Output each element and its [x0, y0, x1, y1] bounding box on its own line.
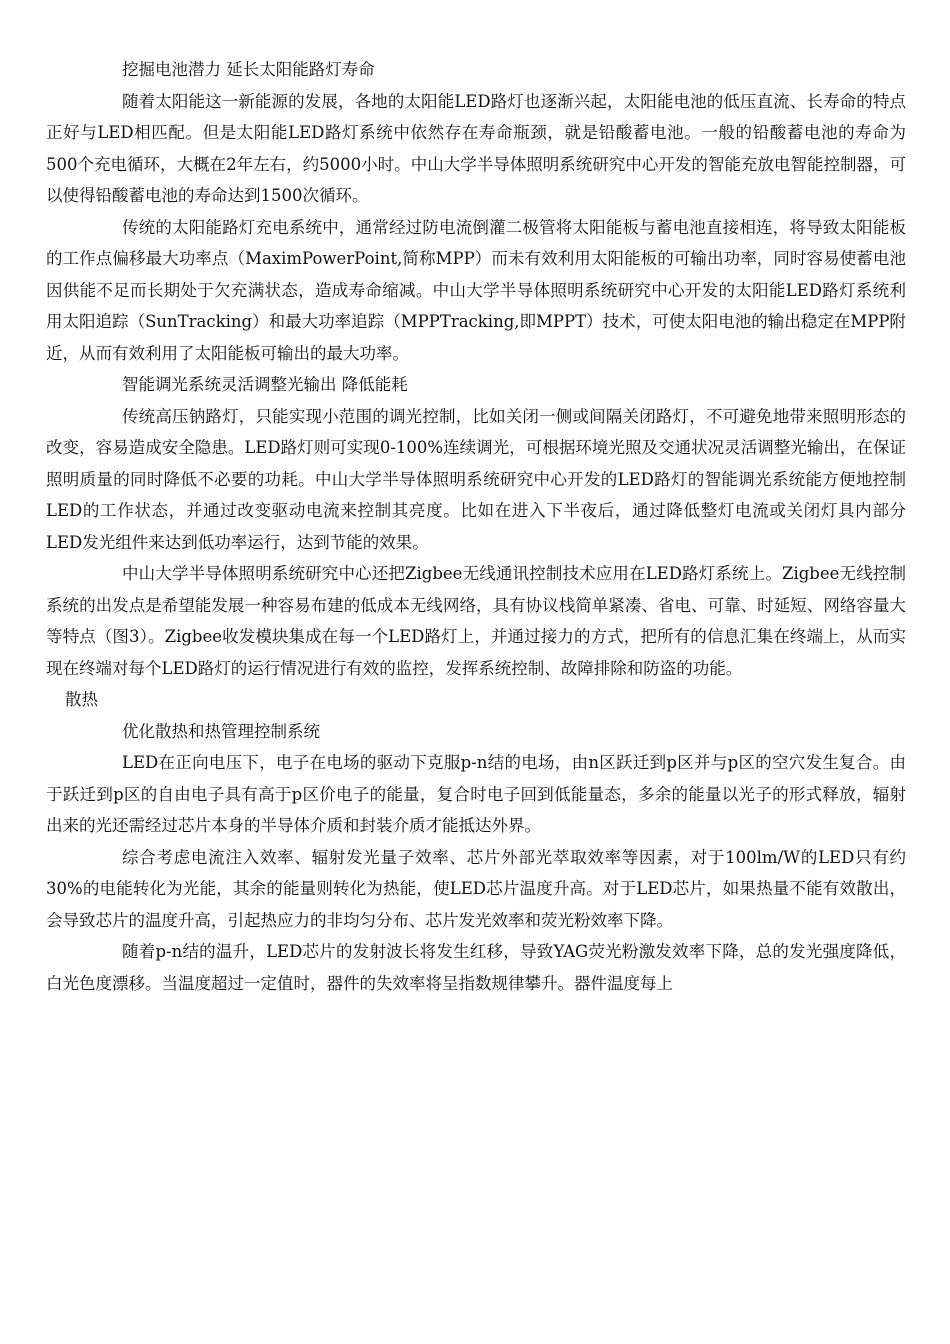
- paragraph-temperature-rise: 随着p-n结的温升，LED芯片的发射波长将发生红移，导致YAG荧光粉激发效率下降，总的发光强度降低，白光色度漂移。当温度超过一定值时，器件的失效率将呈指数规律攀升。器件温度每上: [46, 942, 906, 993]
- paragraph-efficiency: 综合考虑电流注入效率、辐射发光量子效率、芯片外部光萃取效率等因素，对于100lm/W的LED只有约30%的电能转化为光能，其余的能量则转化为热能，使LED芯片温度升高。对于LED芯片，如果热量不能有效散出，会导致芯片的温度升高，引起热应力的非均匀分布、芯片发光效率和荧光粉效率下降。: [46, 847, 906, 930]
- heading-thermal-management: 优化散热和热管理控制系统: [122, 721, 320, 741]
- paragraph-dimming: 传统高压钠路灯，只能实现小范围的调光控制，比如关闭一侧或间隔关闭路灯，不可避免地带来照明形态的改变，容易造成安全隐患。LED路灯则可实现0-100%连续调光，可根据环境光照及交通状况灵活调整光输出，在保证照明质量的同时降低不必要的功耗。中山大学半导体照明系统研究中心开发的LED路灯的智能调光系统能方便地控制LED的工作状态，并通过改变驱动电流来控制其亮度。比如在进入下半夜后，通过降低整灯电流或关闭灯具内部分LED发光组件来达到低功率运行，达到节能的效果。: [46, 406, 906, 552]
- heading-battery-potential: 挖掘电池潜力 延长太阳能路灯寿命: [122, 60, 375, 79]
- paragraph-pn-junction: LED在正向电压下，电子在电场的驱动下克服p-n结的电场，由n区跃迁到p区并与p区的空穴发生复合。由于跃迁到p区的自由电子具有高于p区价电子的能量，复合时电子回到低能量态，多余的能量以光子的形式释放，辐射出来的光还需经过芯片本身的半导体介质和封装介质才能抵达外界。: [46, 753, 906, 835]
- paragraph-solar-led-battery: 随着太阳能这一新能源的发展，各地的太阳能LED路灯也逐渐兴起，太阳能电池的低压直流、长寿命的特点正好与LED相匹配。但是太阳能LED路灯系统中依然存在寿命瓶颈，就是铅酸蓄电池。一般的铅酸蓄电池的寿命为500个充电循环，大概在2年左右，约5000小时。中山大学半导体照明系统研究中心开发的智能充放电智能控制器，可以使得铅酸蓄电池的寿命达到1500次循环。: [46, 91, 906, 205]
- paragraph-zigbee: 中山大学半导体照明系统研究中心还把Zigbee无线通讯控制技术应用在LED路灯系统上。Zigbee无线控制系统的出发点是希望能发展一种容易布建的低成本无线网络，具有协议栈简单紧凑、省电、可靠、时延短、网络容量大等特点（图3）。Zigbee收发模块集成在每一个LED路灯上，并通过接力的方式，把所有的信息汇集在终端上，从而实现在终端对每个LED路灯的运行情况进行有效的监控，发挥系统控制、故障排除和防盗的功能。: [46, 564, 906, 678]
- paragraph-mppt: 传统的太阳能路灯充电系统中，通常经过防电流倒灌二极管将太阳能板与蓄电池直接相连，将导致太阳能板的工作点偏移最大功率点（MaximPowerPoint,简称MPP）而未有效利用太阳能板的可输出功率，同时容易使蓄电池因供能不足而长期处于欠充满状态，造成寿命缩减。中山大学半导体照明系统研究中心开发的太阳能LED路灯系统利用太阳追踪（SunTracking）和最大功率追踪（MPPTracking,即MPPT）技术，可使太阳电池的输出稳定在MPP附近，从而有效利用了太阳能板可输出的最大功率。: [46, 217, 906, 363]
- heading-smart-dimming: 智能调光系统灵活调整光输出 降低能耗: [122, 375, 408, 394]
- document-page: [46, 54, 906, 999]
- section-heat-dissipation: 散热: [65, 690, 98, 709]
